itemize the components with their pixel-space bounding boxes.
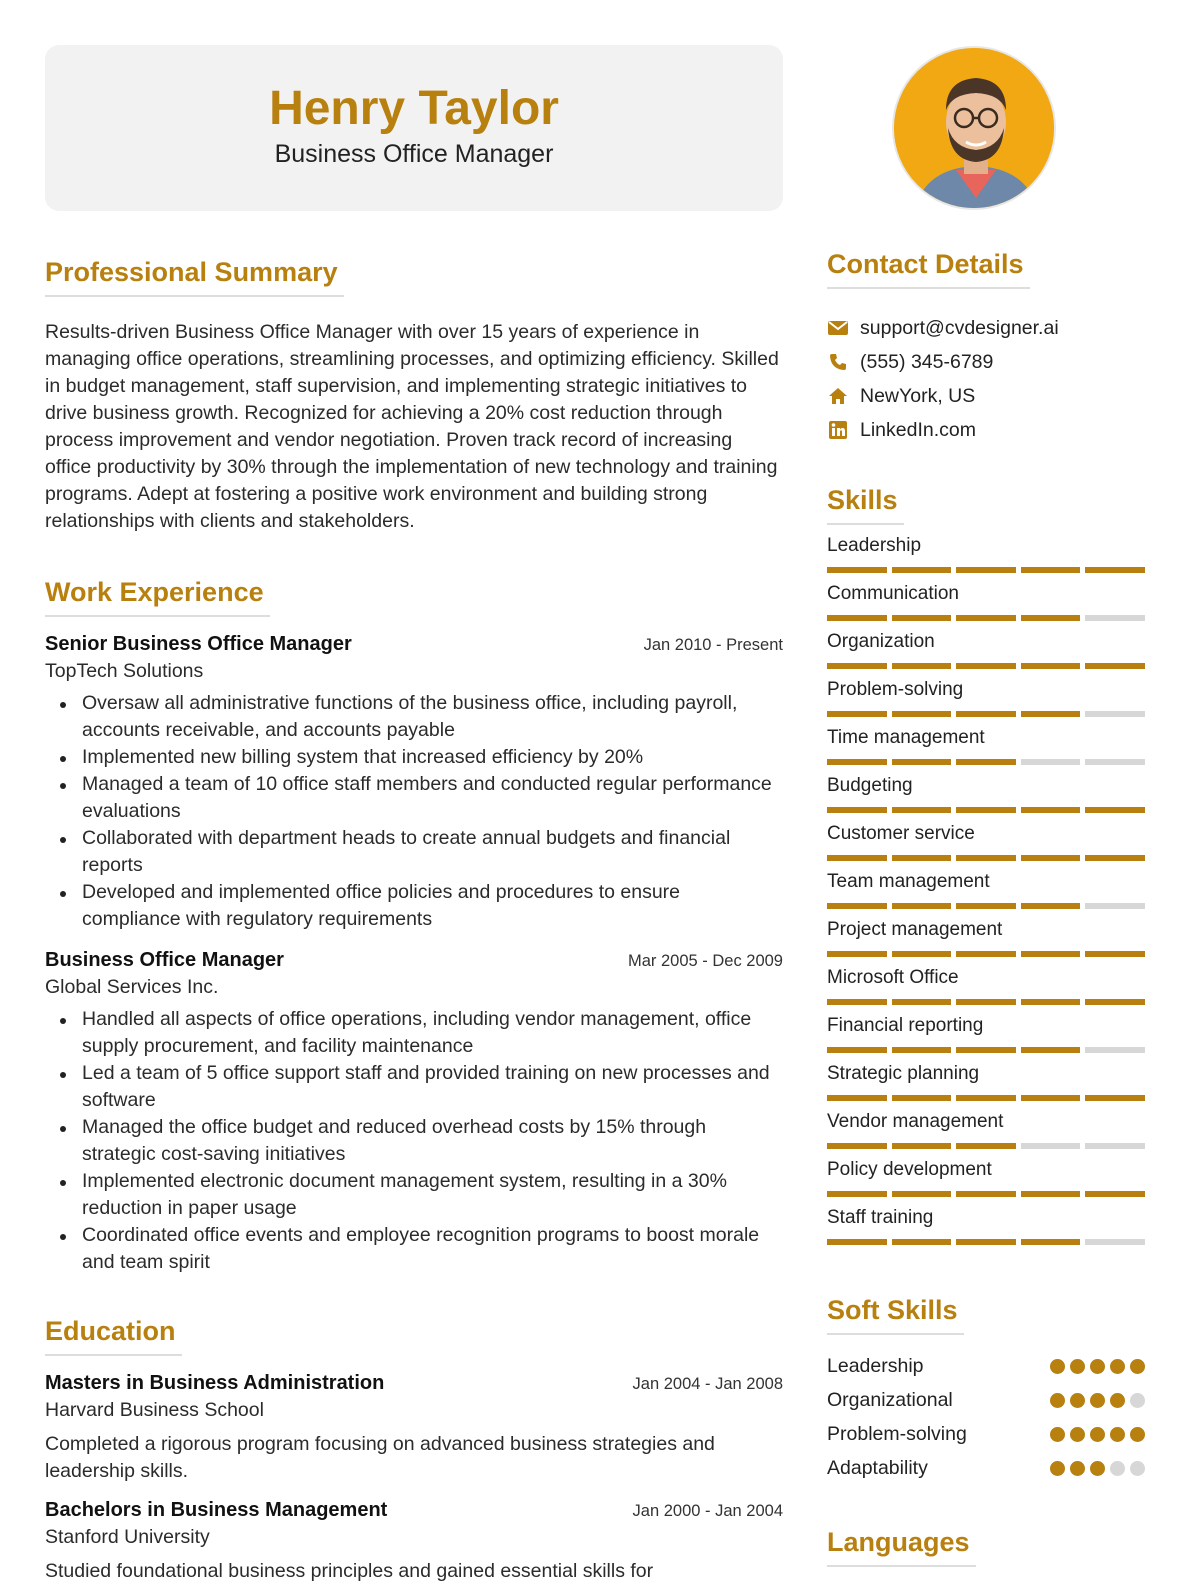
skill-level-segment xyxy=(956,903,1016,909)
languages-title: Languages xyxy=(827,1525,976,1567)
skill-level-bar xyxy=(827,999,1145,1005)
skill-level-segment xyxy=(956,807,1016,813)
skill-name: Staff training xyxy=(827,1207,934,1228)
skill-item xyxy=(827,773,1145,813)
soft-skill-item xyxy=(827,1417,1145,1451)
envelope-icon xyxy=(827,318,849,338)
rating-dot xyxy=(1110,1393,1125,1408)
rating-dot xyxy=(1110,1359,1125,1374)
skill-item xyxy=(827,1157,1145,1197)
bullet-item: Coordinated office events and employee recognition programs to boost morale and team spirit xyxy=(45,1222,783,1276)
skill-level-segment xyxy=(1085,711,1145,717)
skill-level-segment xyxy=(892,1047,952,1053)
candidate-name: Henry Taylor xyxy=(269,82,559,135)
bullet-item: Managed a team of 10 office staff members and conducted regular performance evaluations xyxy=(45,771,783,825)
skill-level-bar xyxy=(827,1191,1145,1197)
skill-name: Team management xyxy=(827,871,990,892)
skill-item xyxy=(827,917,1145,957)
skill-level-segment xyxy=(1085,903,1145,909)
soft-skill-rating xyxy=(1050,1393,1145,1408)
linkedin-icon xyxy=(827,420,849,440)
skill-item xyxy=(827,725,1145,765)
skill-level-segment xyxy=(827,999,887,1005)
skill-level-segment xyxy=(1021,1047,1081,1053)
bullet-item: Implemented new billing system that increased efficiency by 20% xyxy=(45,744,783,771)
skill-level-segment xyxy=(827,951,887,957)
rating-dot xyxy=(1110,1461,1125,1476)
skill-level-segment xyxy=(1021,711,1081,717)
skills-title: Skills xyxy=(827,483,904,525)
soft-skills-list xyxy=(827,1349,1145,1485)
contact-phone[interactable] xyxy=(827,345,1145,379)
skill-item xyxy=(827,869,1145,909)
skills-list xyxy=(827,533,1145,1245)
rating-dot xyxy=(1130,1359,1145,1374)
skill-level-segment xyxy=(1021,1239,1081,1245)
skill-level-segment xyxy=(1021,903,1081,909)
skill-level-bar xyxy=(827,951,1145,957)
skill-level-segment xyxy=(892,1143,952,1149)
skill-level-segment xyxy=(827,855,887,861)
soft-skill-rating xyxy=(1050,1461,1145,1476)
skill-level-segment xyxy=(1085,1191,1145,1197)
degree-name: Masters in Business Administration xyxy=(45,1372,385,1394)
bullet-item: Developed and implemented office policies and procedures to ensure compliance with regulatory requirements xyxy=(45,879,783,933)
skill-item xyxy=(827,1109,1145,1149)
skill-level-segment xyxy=(956,615,1016,621)
skill-level-segment xyxy=(827,567,887,573)
skill-level-segment xyxy=(892,807,952,813)
skill-level-segment xyxy=(892,663,952,669)
skill-level-bar xyxy=(827,855,1145,861)
skill-level-bar xyxy=(827,1047,1145,1053)
skill-level-segment xyxy=(1021,1095,1081,1101)
soft-skill-rating xyxy=(1050,1359,1145,1374)
skill-level-segment xyxy=(892,903,952,909)
rating-dot xyxy=(1090,1393,1105,1408)
skill-level-segment xyxy=(892,951,952,957)
skill-name: Vendor management xyxy=(827,1111,1004,1132)
skill-level-segment xyxy=(892,1191,952,1197)
skill-level-segment xyxy=(892,615,952,621)
education-date: Jan 2000 - Jan 2004 xyxy=(632,1502,783,1520)
skill-name: Leadership xyxy=(827,535,922,556)
rating-dot xyxy=(1070,1359,1085,1374)
bullet-item: Managed the office budget and reduced overhead costs by 15% through strategic cost-saving initiatives xyxy=(45,1114,783,1168)
skill-level-segment xyxy=(827,1191,887,1197)
skill-level-segment xyxy=(827,807,887,813)
education-title: Education xyxy=(45,1314,182,1356)
skill-level-segment xyxy=(956,1047,1016,1053)
skill-level-segment xyxy=(892,855,952,861)
education-entry xyxy=(45,1370,783,1485)
right-column xyxy=(827,247,1145,1567)
skill-level-segment xyxy=(956,999,1016,1005)
bullet-item: Implemented electronic document management system, resulting in a 30% reduction in paper usage xyxy=(45,1168,783,1222)
skill-name: Organization xyxy=(827,631,935,652)
skill-name: Problem-solving xyxy=(827,679,964,700)
job-company: Global Services Inc. xyxy=(45,976,219,998)
contact-title: Contact Details xyxy=(827,247,1030,289)
skill-level-segment xyxy=(1085,567,1145,573)
skill-level-segment xyxy=(1021,615,1081,621)
skill-level-segment xyxy=(956,663,1016,669)
skill-level-segment xyxy=(827,615,887,621)
rating-dot xyxy=(1050,1461,1065,1476)
skill-level-segment xyxy=(956,1191,1016,1197)
soft-skills-title: Soft Skills xyxy=(827,1293,964,1335)
contact-text: (555) 345-6789 xyxy=(860,350,994,373)
skill-level-segment xyxy=(1085,615,1145,621)
job-date: Jan 2010 - Present xyxy=(643,636,783,654)
job-bullets xyxy=(45,1006,783,1276)
avatar xyxy=(892,46,1056,210)
skill-level-segment xyxy=(1021,663,1081,669)
skill-level-bar xyxy=(827,663,1145,669)
skill-level-segment xyxy=(827,903,887,909)
skill-level-segment xyxy=(1085,807,1145,813)
rating-dot xyxy=(1070,1427,1085,1442)
soft-skill-item xyxy=(827,1349,1145,1383)
job-role: Senior Business Office Manager xyxy=(45,633,352,655)
rating-dot xyxy=(1050,1359,1065,1374)
skill-level-segment xyxy=(892,711,952,717)
skill-level-segment xyxy=(1085,1239,1145,1245)
skill-level-segment xyxy=(1085,759,1145,765)
skill-level-bar xyxy=(827,1239,1145,1245)
education-description: Studied foundational business principles and gained essential skills for xyxy=(45,1560,654,1582)
skill-level-segment xyxy=(1085,663,1145,669)
skill-level-segment xyxy=(956,1143,1016,1149)
skill-level-segment xyxy=(956,759,1016,765)
skill-name: Time management xyxy=(827,727,985,748)
skill-level-segment xyxy=(827,1239,887,1245)
skill-level-bar xyxy=(827,711,1145,717)
summary-title: Professional Summary xyxy=(45,255,344,297)
skill-name: Customer service xyxy=(827,823,975,844)
rating-dot xyxy=(1050,1393,1065,1408)
soft-skill-item xyxy=(827,1383,1145,1417)
skill-level-segment xyxy=(956,1095,1016,1101)
phone-icon xyxy=(827,352,849,372)
skill-name: Policy development xyxy=(827,1159,992,1180)
school-name: Harvard Business School xyxy=(45,1399,264,1421)
skill-level-bar xyxy=(827,903,1145,909)
skill-item xyxy=(827,1061,1145,1101)
bullet-item: Led a team of 5 office support staff and provided training on new processes and software xyxy=(45,1060,783,1114)
contact-text: LinkedIn.com xyxy=(860,418,976,441)
candidate-title: Business Office Manager xyxy=(274,140,554,168)
skill-level-segment xyxy=(827,1143,887,1149)
job-company: TopTech Solutions xyxy=(45,660,204,682)
skill-level-segment xyxy=(892,1095,952,1101)
skill-level-segment xyxy=(1021,855,1081,861)
skill-name: Budgeting xyxy=(827,775,913,796)
skill-name: Microsoft Office xyxy=(827,967,959,988)
skill-item xyxy=(827,581,1145,621)
education-date: Jan 2004 - Jan 2008 xyxy=(632,1375,783,1393)
skill-level-segment xyxy=(1085,999,1145,1005)
skill-level-segment xyxy=(956,567,1016,573)
skill-level-segment xyxy=(956,711,1016,717)
contact-email[interactable] xyxy=(827,311,1145,345)
skill-level-bar xyxy=(827,567,1145,573)
skill-name: Project management xyxy=(827,919,1003,940)
skill-item xyxy=(827,821,1145,861)
skill-level-bar xyxy=(827,615,1145,621)
rating-dot xyxy=(1130,1393,1145,1408)
contact-text: NewYork, US xyxy=(860,384,976,407)
soft-skill-name: Adaptability xyxy=(827,1456,928,1479)
rating-dot xyxy=(1130,1427,1145,1442)
soft-skill-name: Problem-solving xyxy=(827,1422,967,1445)
skill-level-segment xyxy=(892,759,952,765)
rating-dot xyxy=(1090,1359,1105,1374)
skill-level-segment xyxy=(1021,807,1081,813)
skill-item xyxy=(827,629,1145,669)
rating-dot xyxy=(1110,1427,1125,1442)
degree-name: Bachelors in Business Management xyxy=(45,1499,388,1521)
skill-name: Communication xyxy=(827,583,959,604)
skill-level-segment xyxy=(892,567,952,573)
skill-level-segment xyxy=(1021,567,1081,573)
rating-dot xyxy=(1090,1427,1105,1442)
school-name: Stanford University xyxy=(45,1526,210,1548)
skill-level-bar xyxy=(827,1095,1145,1101)
soft-skill-rating xyxy=(1050,1427,1145,1442)
skill-level-segment xyxy=(827,759,887,765)
contact-location xyxy=(827,379,1145,413)
education-entry xyxy=(45,1497,783,1584)
soft-skill-item xyxy=(827,1451,1145,1485)
soft-skill-name: Leadership xyxy=(827,1354,924,1377)
skill-level-segment xyxy=(956,1239,1016,1245)
skill-level-segment xyxy=(1085,855,1145,861)
skill-level-segment xyxy=(956,855,1016,861)
bullet-item: Handled all aspects of office operations, including vendor management, office supply procurement, and facility maintenance xyxy=(45,1006,783,1060)
soft-skill-name: Organizational xyxy=(827,1388,953,1411)
skill-item xyxy=(827,677,1145,717)
skill-level-segment xyxy=(956,951,1016,957)
skill-level-segment xyxy=(827,1047,887,1053)
skill-level-segment xyxy=(1021,1191,1081,1197)
skill-level-segment xyxy=(827,1095,887,1101)
home-icon xyxy=(827,386,849,406)
rating-dot xyxy=(1050,1427,1065,1442)
skill-level-segment xyxy=(1021,1143,1081,1149)
skill-level-segment xyxy=(1021,759,1081,765)
skill-level-bar xyxy=(827,1143,1145,1149)
bullet-item: Collaborated with department heads to create annual budgets and financial reports xyxy=(45,825,783,879)
contact-list xyxy=(827,311,1145,447)
skill-level-bar xyxy=(827,807,1145,813)
rating-dot xyxy=(1070,1461,1085,1476)
job-entry xyxy=(45,631,783,933)
skill-level-segment xyxy=(827,711,887,717)
skill-item xyxy=(827,1205,1145,1245)
rating-dot xyxy=(1130,1461,1145,1476)
skill-level-segment xyxy=(1021,999,1081,1005)
skill-name: Financial reporting xyxy=(827,1015,984,1036)
skill-item xyxy=(827,1013,1145,1053)
skill-level-segment xyxy=(1021,951,1081,957)
rating-dot xyxy=(1070,1393,1085,1408)
skill-level-segment xyxy=(1085,1047,1145,1053)
contact-linkedin[interactable] xyxy=(827,413,1145,447)
header-box xyxy=(45,45,783,211)
skill-level-segment xyxy=(827,663,887,669)
skill-level-segment xyxy=(892,1239,952,1245)
education-description: Completed a rigorous program focusing on advanced business strategies and leadership skills. xyxy=(45,1433,715,1482)
work-title: Work Experience xyxy=(45,575,270,617)
skill-item xyxy=(827,533,1145,573)
skill-item xyxy=(827,965,1145,1005)
bullet-item: Oversaw all administrative functions of the business office, including payroll, accounts receivable, and accounts payable xyxy=(45,690,783,744)
skill-level-segment xyxy=(892,999,952,1005)
skill-name: Strategic planning xyxy=(827,1063,980,1084)
job-date: Mar 2005 - Dec 2009 xyxy=(627,952,783,970)
job-role: Business Office Manager xyxy=(45,949,284,971)
summary-text: Results-driven Business Office Manager with over 15 years of experience in managing office operations, streamlining processes, and optimizing efficiency. Skilled in budget management, staff supervision, and implementing strategic initiatives to drive business growth. Recognized for achieving a 20% cost reduction through process improvement and vendor negotiation. Proven track record of increasing office productivity by 30% through the implementation of new technology and training programs. Adept at fostering a positive work environment and building strong relationships with clients and stakeholders. xyxy=(45,321,779,532)
job-bullets xyxy=(45,690,783,933)
skill-level-segment xyxy=(1085,951,1145,957)
skill-level-segment xyxy=(1085,1095,1145,1101)
profile-photo xyxy=(894,48,1056,210)
skill-level-segment xyxy=(1085,1143,1145,1149)
rating-dot xyxy=(1090,1461,1105,1476)
left-column xyxy=(45,255,783,1584)
skill-level-bar xyxy=(827,759,1145,765)
contact-text: support@cvdesigner.ai xyxy=(860,316,1059,339)
job-entry xyxy=(45,947,783,1276)
